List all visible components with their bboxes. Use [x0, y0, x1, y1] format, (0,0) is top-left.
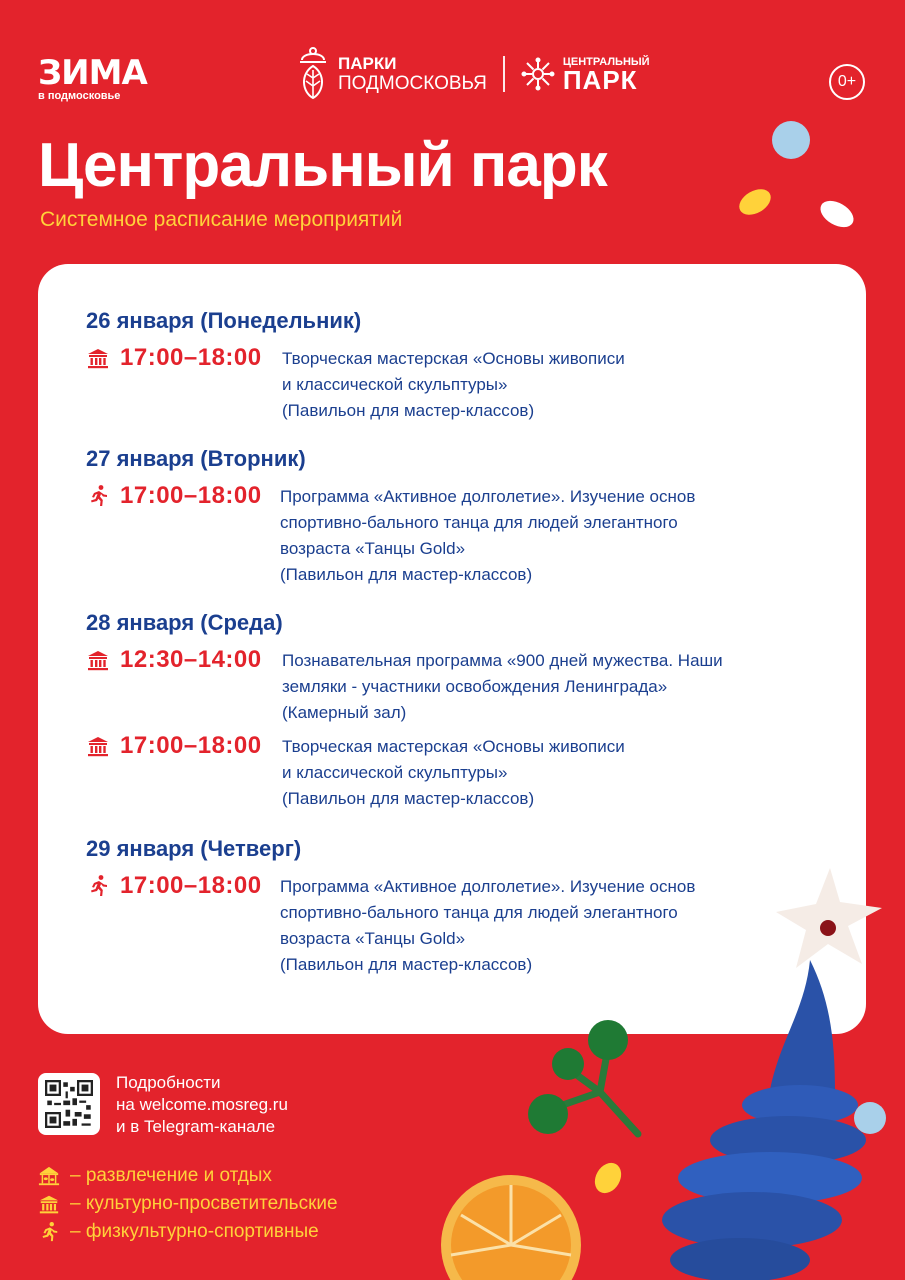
- museum-icon: [86, 734, 110, 758]
- carousel-icon: [38, 1165, 60, 1187]
- details-website-link[interactable]: на welcome.mosreg.ru: [116, 1095, 288, 1114]
- event-description-line: (Павильон для мастер-классов): [280, 955, 533, 974]
- event-description: [282, 346, 625, 424]
- event-item: [86, 344, 625, 424]
- confetti-decoration: [850, 1098, 890, 1138]
- event-description-line: (Павильон для мастер-классов): [282, 401, 535, 420]
- event-description-line: Творческая мастерская «Основы живописи: [282, 349, 625, 368]
- day-heading: 27 января (Вторник): [86, 446, 306, 471]
- berry-branch-decoration: [520, 1010, 650, 1150]
- event-description: [282, 648, 723, 726]
- age-rating-badge: 0+: [829, 64, 865, 100]
- page-subtitle: Системное расписание мероприятий: [40, 208, 403, 231]
- legend-item-cultural: [38, 1190, 338, 1218]
- event-description-line: и классической скульптуры»: [282, 763, 508, 782]
- event-time: 17:00–18:00: [120, 872, 262, 899]
- event-description-line: и классической скульптуры»: [282, 375, 508, 394]
- central-park-logo-line1: ЦЕНТРАЛЬНЫЙ: [562, 56, 650, 68]
- event-description-line: Программа «Активное долголетие». Изучение основ: [280, 877, 696, 896]
- day-heading: 26 января (Понедельник): [86, 308, 362, 333]
- day-heading: 28 января (Среда): [86, 610, 283, 635]
- page-title: Центральный парк: [38, 131, 607, 200]
- details-telegram-line: и в Telegram-канале: [116, 1117, 276, 1136]
- event-description-line: Программа «Активное долголетие». Изучение основ: [280, 487, 696, 506]
- runner-icon: [86, 874, 110, 898]
- legend: [38, 1162, 338, 1246]
- qr-code-image: [45, 1080, 93, 1128]
- day-heading: 29 января (Четверг): [86, 836, 302, 861]
- legend-item-sport: [38, 1218, 338, 1246]
- event-description: [282, 734, 625, 812]
- event-description-line: Творческая мастерская «Основы живописи: [282, 737, 625, 756]
- parks-logo-line2: ПОДМОСКОВЬЯ: [338, 73, 487, 94]
- event-item: [86, 872, 695, 978]
- legend-label: – физкультурно-спортивные: [70, 1221, 319, 1242]
- leaf-hat-icon: [296, 46, 330, 102]
- confetti-decoration: [735, 118, 865, 233]
- event-description-line: (Павильон для мастер-классов): [282, 789, 535, 808]
- event-time: 17:00–18:00: [120, 732, 262, 759]
- event-description: [280, 874, 695, 978]
- event-description-line: возраста «Танцы Gold»: [280, 539, 466, 558]
- event-time: 17:00–18:00: [120, 482, 262, 509]
- logo-divider: [503, 56, 505, 92]
- event-time: 12:30–14:00: [120, 646, 262, 673]
- runner-icon: [86, 484, 110, 508]
- museum-icon: [86, 648, 110, 672]
- event-description-line: земляки - участники освобождения Ленинграда»: [282, 677, 668, 696]
- runner-icon: [38, 1221, 60, 1243]
- orange-slice-decoration: [436, 1170, 586, 1280]
- museum-icon: [38, 1193, 60, 1215]
- event-item: [86, 646, 723, 726]
- central-park-logo-line2: ПАРК: [562, 65, 638, 95]
- event-description-line: (Павильон для мастер-классов): [280, 565, 533, 584]
- museum-icon: [86, 346, 110, 370]
- event-description-line: (Камерный зал): [282, 703, 407, 722]
- event-description: [280, 484, 695, 588]
- event-time: 17:00–18:00: [120, 344, 262, 371]
- details-line: Подробности: [116, 1073, 221, 1092]
- event-description-line: Познавательная программа «900 дней мужества. Наши: [282, 651, 723, 670]
- parks-logo-group: [296, 46, 650, 102]
- qr-code[interactable]: [38, 1073, 100, 1135]
- snowflake-icon: [521, 57, 555, 91]
- zima-logo-subtitle: в подмосковье: [38, 90, 121, 102]
- event-item: [86, 482, 695, 588]
- parks-logo-line1: ПАРКИ: [338, 54, 397, 73]
- confetti-decoration: [590, 1160, 630, 1200]
- legend-label: – развлечение и отдых: [70, 1165, 272, 1186]
- event-description-line: спортивно-бального танца для людей элегантного: [280, 903, 678, 922]
- event-item: [86, 732, 625, 812]
- legend-label: – культурно-просветительские: [70, 1193, 338, 1214]
- legend-item-entertainment: [38, 1162, 338, 1190]
- event-description-line: возраста «Танцы Gold»: [280, 929, 466, 948]
- details-info: [116, 1072, 288, 1138]
- christmas-tree-decoration: [660, 860, 905, 1280]
- event-description-line: спортивно-бального танца для людей элегантного: [280, 513, 678, 532]
- zima-logo-title: ЗИМА: [38, 53, 147, 93]
- zima-logo: [38, 53, 147, 102]
